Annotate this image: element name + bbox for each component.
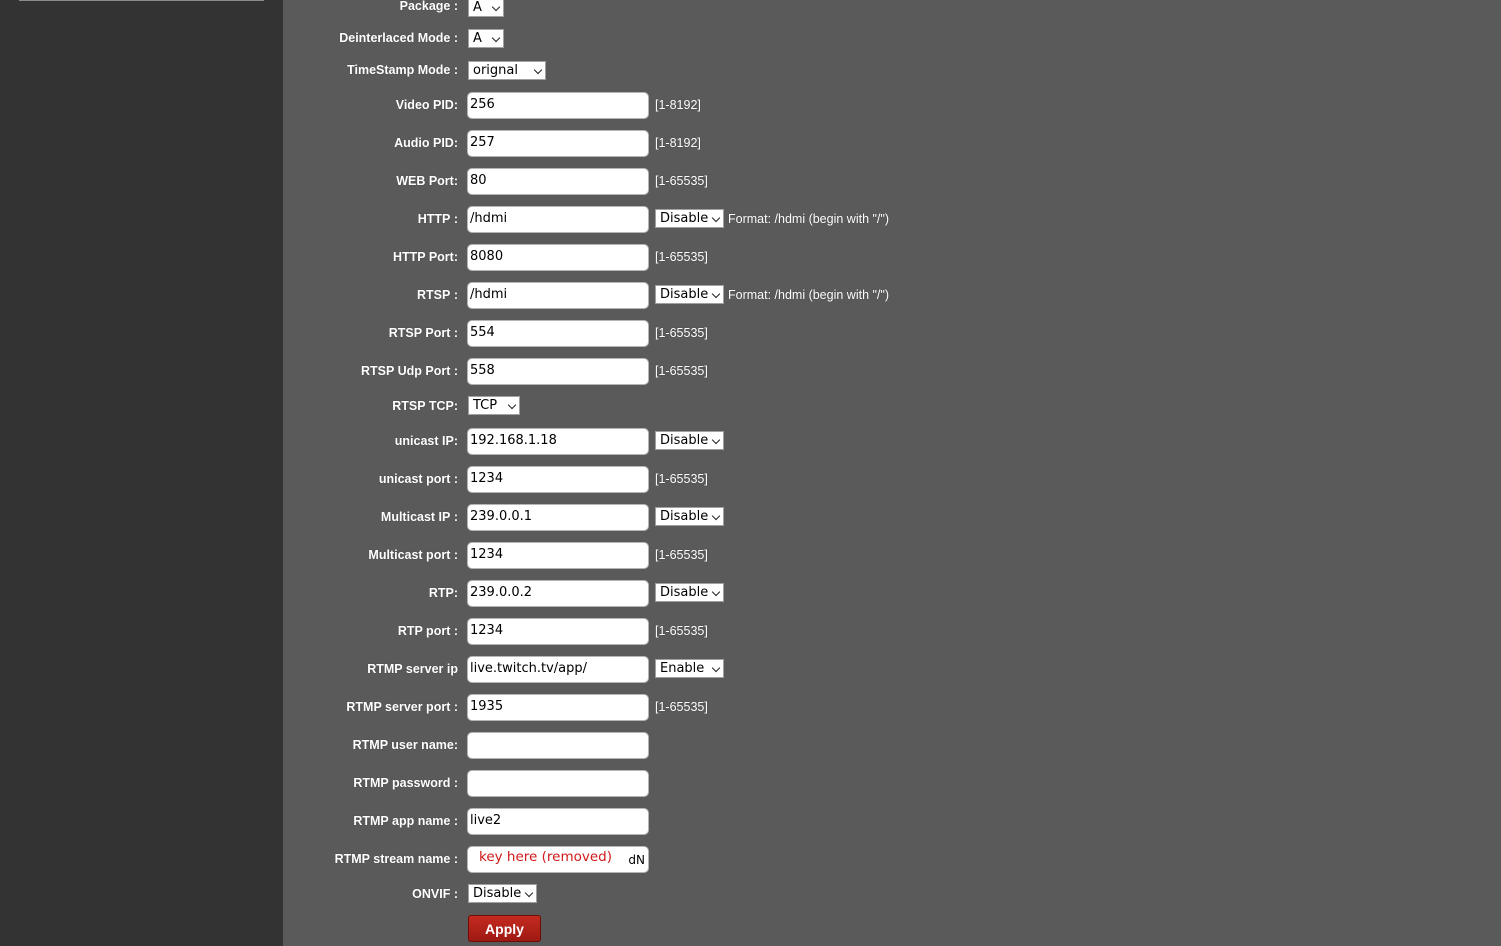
- multicast-ip-state-select[interactable]: [655, 507, 724, 526]
- rtsp-udp-port-range: [1-65535]: [655, 364, 708, 378]
- timestamp-label: TimeStamp Mode :: [347, 63, 458, 77]
- multicast-port-range: [1-65535]: [655, 548, 708, 562]
- rtp-label: RTP:: [428, 586, 458, 600]
- rtp-state-select[interactable]: [655, 583, 724, 602]
- deinterlaced-value: A: [473, 31, 482, 46]
- deinterlaced-label: Deinterlaced Mode :: [339, 31, 458, 45]
- audio-pid-label: Audio PID:: [394, 136, 458, 150]
- rtmp-state-value: Enable: [660, 661, 705, 676]
- rtmp-server-ip-input[interactable]: live.twitch.tv/app/: [467, 656, 649, 683]
- apply-button[interactable]: Apply: [468, 915, 541, 942]
- rtp-port-range: [1-65535]: [655, 624, 708, 638]
- rtmp-password-label: RTMP password :: [353, 776, 458, 790]
- chevron-down-icon: [712, 290, 720, 298]
- web-port-range: [1-65535]: [655, 174, 708, 188]
- video-pid-label: Video PID:: [395, 98, 458, 112]
- rtsp-port-range: [1-65535]: [655, 326, 708, 340]
- chevron-down-icon: [712, 214, 720, 222]
- rtsp-tcp-label: RTSP TCP:: [392, 399, 458, 413]
- rtsp-udp-port-input[interactable]: 558: [467, 358, 649, 385]
- rtmp-state-select[interactable]: [655, 659, 724, 678]
- chevron-down-icon: [492, 34, 500, 42]
- web-port-label: WEB Port:: [396, 174, 458, 188]
- audio-pid-range: [1-8192]: [655, 136, 701, 150]
- rtsp-label: RTSP :: [417, 288, 458, 302]
- rtmp-user-label: RTMP user name:: [352, 738, 458, 752]
- rtsp-port-label: RTSP Port :: [388, 326, 458, 340]
- unicast-port-range: [1-65535]: [655, 472, 708, 486]
- chevron-down-icon: [534, 66, 542, 74]
- onvif-value: Disable: [473, 886, 522, 901]
- timestamp-value: orignal: [473, 63, 518, 78]
- package-select[interactable]: [468, 0, 504, 17]
- http-state-select[interactable]: [655, 209, 724, 228]
- rtmp-server-port-range: [1-65535]: [655, 700, 708, 714]
- stream-key-suffix: dN: [628, 853, 645, 867]
- chevron-down-icon: [712, 436, 720, 444]
- rtmp-server-port-label: RTMP server port :: [346, 700, 458, 714]
- rtmp-stream-input[interactable]: [467, 846, 649, 873]
- http-port-range: [1-65535]: [655, 250, 708, 264]
- rtp-port-label: RTP port :: [397, 624, 458, 638]
- rtsp-format-hint: Format: /hdmi (begin with "/"): [728, 288, 890, 302]
- deinterlaced-select[interactable]: [468, 29, 504, 48]
- web-port-input[interactable]: 80: [467, 168, 649, 195]
- rtp-port-input[interactable]: 1234: [467, 618, 649, 645]
- rtmp-user-input[interactable]: [467, 732, 649, 759]
- rtmp-app-label: RTMP app name :: [353, 814, 458, 828]
- video-pid-input[interactable]: 256: [467, 92, 649, 119]
- onvif-select[interactable]: [468, 884, 537, 903]
- http-port-label: HTTP Port:: [392, 250, 458, 264]
- chevron-down-icon: [712, 664, 720, 672]
- package-value: A: [473, 0, 482, 15]
- rtmp-server-ip-label: RTMP server ip: [367, 662, 458, 676]
- onvif-label: ONVIF :: [412, 887, 458, 901]
- rtmp-stream-label: RTMP stream name :: [334, 852, 458, 866]
- unicast-ip-state-value: Disable: [660, 433, 709, 448]
- chevron-down-icon: [712, 588, 720, 596]
- multicast-port-label: Multicast port :: [368, 548, 458, 562]
- http-input[interactable]: /hdmi: [467, 206, 649, 233]
- chevron-down-icon: [525, 889, 533, 897]
- rtsp-input[interactable]: /hdmi: [467, 282, 649, 309]
- rtmp-app-input[interactable]: live2: [467, 808, 649, 835]
- unicast-port-input[interactable]: 1234: [467, 466, 649, 493]
- chevron-down-icon: [508, 401, 516, 409]
- unicast-port-label: unicast port :: [378, 472, 458, 486]
- chevron-down-icon: [712, 512, 720, 520]
- multicast-ip-label: Multicast IP :: [380, 510, 458, 524]
- rtmp-password-input[interactable]: [467, 770, 649, 797]
- unicast-ip-label: unicast IP:: [394, 434, 458, 448]
- rtmp-server-port-input[interactable]: 1935: [467, 694, 649, 721]
- unicast-ip-input[interactable]: 192.168.1.18: [467, 428, 649, 455]
- rtp-input[interactable]: 239.0.0.2: [467, 580, 649, 607]
- video-pid-range: [1-8192]: [655, 98, 701, 112]
- multicast-ip-input[interactable]: 239.0.0.1: [467, 504, 649, 531]
- timestamp-select[interactable]: [468, 61, 546, 80]
- http-format-hint: Format: /hdmi (begin with "/"): [728, 212, 890, 226]
- rtsp-udp-port-label: RTSP Udp Port :: [361, 364, 458, 378]
- multicast-ip-state-value: Disable: [660, 509, 709, 524]
- unicast-ip-state-select[interactable]: [655, 431, 724, 450]
- rtsp-port-input[interactable]: 554: [467, 320, 649, 347]
- stream-key-redaction-note: key here (removed): [479, 849, 613, 865]
- rtsp-state-value: Disable: [660, 287, 709, 302]
- http-label: HTTP :: [417, 212, 458, 226]
- http-state-value: Disable: [660, 211, 709, 226]
- rtsp-tcp-select[interactable]: [468, 396, 520, 415]
- rtp-state-value: Disable: [660, 585, 709, 600]
- rtsp-tcp-value: TCP: [473, 398, 498, 413]
- rtsp-state-select[interactable]: [655, 285, 724, 304]
- audio-pid-input[interactable]: 257: [467, 130, 649, 157]
- package-label: Package :: [399, 0, 458, 13]
- sidebar-panel: [19, 0, 264, 1]
- http-port-input[interactable]: 8080: [467, 244, 649, 271]
- multicast-port-input[interactable]: 1234: [467, 542, 649, 569]
- chevron-down-icon: [492, 3, 500, 11]
- left-sidebar: [0, 0, 283, 946]
